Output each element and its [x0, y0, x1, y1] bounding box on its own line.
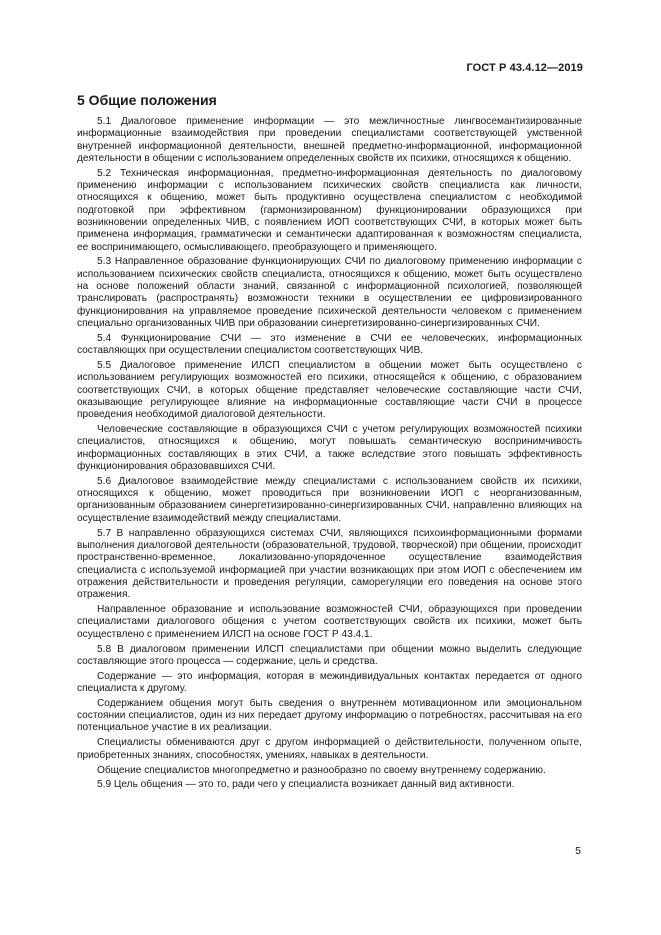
paragraph-5-4: 5.4 Функционирование СЧИ — это изменение в СЧИ ее человеческих, информационных составляющих при осуществлении специалистом соответствующих ЧИВ. — [77, 332, 582, 357]
paragraph-5-5: 5.5 Диалоговое применение ИЛСП специалистом в общении может быть осуществлено с использованием регулирующих возможностей его психики, относящейся к общению, с образованием соответствующих СЧИ, в которых общение представляет человеческие составляющие части СЧИ, оказывающие регулирующее влияние на информационные составляющие части СЧИ в процессе проведения необходимой диалоговой деятельности. — [77, 360, 582, 421]
standard-designation: ГОСТ Р 43.4.12—2019 — [466, 62, 583, 74]
section-title: 5 Общие положения — [77, 92, 217, 108]
paragraph-multisubject: Общение специалистов многопредметно и разнообразно по своему внутреннему содержанию. — [97, 764, 546, 776]
body-text — [77, 116, 582, 794]
paragraph-5-1: 5.1 Диалоговое применение информации — это межличностные лингвосемантизированные информационные взаимодействия при проведении специалистами соответствующей умственной внутренней информационной деятельности, внешней предметно-информационной, информационной деятельности в общении с использованием определенных свойств их психики, относящихся к общению. — [77, 116, 582, 164]
paragraph-5-2: 5.2 Техническая информационная, предметно-информационная деятельность по диалоговому применению информации с использованием психических свойств специалиста как личности, относящихся к общению, может быть продуктивно осуществлена специалистом с необходимой подготовкой при эффективном (гармонизированном) функционировании образующихся при возникновении определенных ЧИВ, с появлением ИОП соответствующих СЧИ, в которых может быть применена информация, грамматически и семантически адаптированная к возможностям специалиста, ее воспринимающего, осмысливающего, преобразующего и применяющего. — [77, 167, 582, 253]
paragraph-information-exchange: Специалисты обмениваются друг с другом информацией о действительности, полученном опыте, приобретенных знаниях, способностях, умениях, навыках в деятельности. — [77, 737, 582, 761]
paragraph-5-5-cont: Человеческие составляющие в образующихся СЧИ с учетом регулирующих возможностей психики специалистов, относящихся к общению, могут повышать семантическую воспринимчивость информационных составляющих в этих СЧИ, а также вследствие этого повышать эффективность функционирования образовавшихся СЧИ. — [77, 424, 582, 472]
paragraph-5-8: 5.8 В диалоговом применении ИЛСП специалистами при общении можно выделить следующие составляющие этого процесса — содержание, цель и средства. — [77, 643, 582, 667]
paragraph-5-7: 5.7 В направленно образующихся системах СЧИ, являющихся психоинформационными формами выполнения диалоговой деятельности (образовательной, трудовой, творческой) при общении, происходит пространственно-временное, локализованно-упорядоченное осуществление взаимодействия специалиста с используемой информацией при участии возникающих при этом ИОП с обеспечением им отражения действительности и проведения регуляции, саморегуляции его поведения на основе этого отражения. — [77, 527, 582, 601]
paragraph-5-3: 5.3 Направленное образование функционирующих СЧИ по диалоговому применению информации с использованием психических свойств специалиста, относящихся к общению, может быть осуществлено на основе положений области знаний, связанной с информационной психологией, позволяющей транслировать (распространять) возможности техники в осуществлении ее цифровизированного функционирования на управляемое проведение психической деятельности человеком с применением специально организованных ЧИВ при образовании синергетизированно-синергизированных СЧИ. — [77, 256, 582, 329]
paragraph-5-9: 5.9 Цель общения — это то, ради чего у специалиста возникает данный вид активности. — [97, 779, 515, 791]
paragraph-content-definition: Содержание — это информация, которая в межиндивидуальных контактах передается от одного специалиста к другому. — [77, 670, 582, 694]
paragraph-5-6: 5.6 Диалоговое взаимодействие между специалистами с использованием свойств их психики, относящихся к общению, может проводиться при возникновении ИОП с неорганизованным, организованным образованием синергетизированно-синергизированных СЧИ, направленно влияющих на осуществление взаимодействий между специалистами. — [77, 475, 582, 524]
paragraph-content-examples: Содержанием общения могут быть сведения о внутреннем мотивационном или эмоциональном состоянии специалистов, один из них передает другому информацию о потребностях, рассчитывая на его потенциальное участие в их реализации. — [77, 697, 582, 734]
page-number: 5 — [575, 845, 581, 857]
paragraph-5-7-cont: Направленное образование и использование возможностей СЧИ, образующихся при проведении специалистами диалогового общения с учетом соответствующих свойств их психики, может быть осуществлено с применением ИЛСП на основе ГОСТ Р 43.4.1. — [77, 604, 582, 640]
